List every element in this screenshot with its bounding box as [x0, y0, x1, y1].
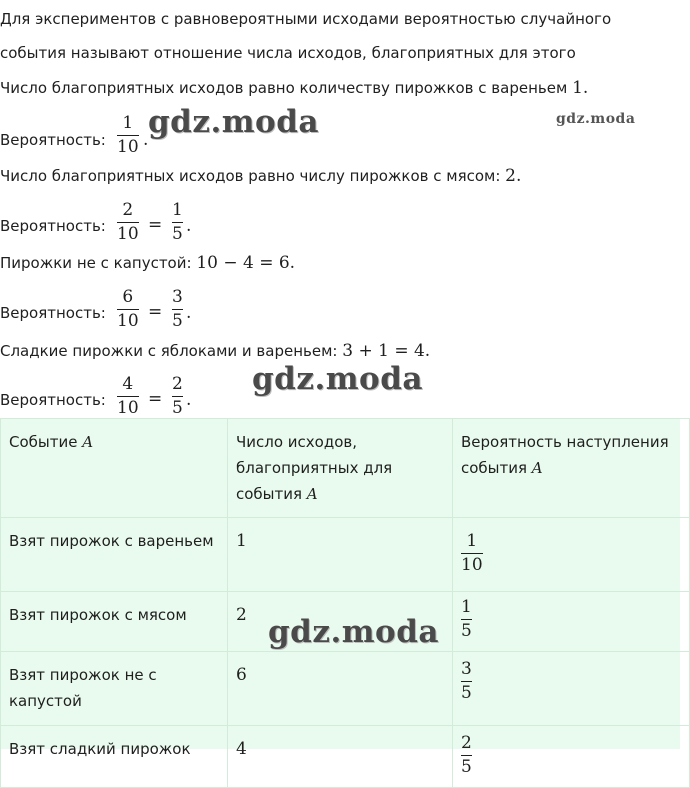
- fraction-numerator: 2: [122, 200, 134, 220]
- fraction-denominator: 5: [172, 398, 183, 418]
- cabbage-text: [0, 253, 295, 273]
- row-probability: [453, 592, 690, 652]
- fraction-denominator: 10: [117, 137, 139, 157]
- row-event: Взят пирожок с вареньем: [1, 518, 228, 592]
- watermark-logo: gdz.moda: [268, 614, 439, 650]
- fraction-bar: [461, 755, 472, 756]
- equals-sign: =: [148, 215, 163, 235]
- fraction-numerator: 1: [122, 113, 134, 133]
- probability-table: [0, 418, 680, 777]
- header-event: [1, 419, 228, 518]
- row-count: [228, 726, 453, 788]
- fraction-denominator: 10: [117, 311, 139, 331]
- row-count-value: 4: [236, 739, 247, 759]
- row-count-value: 2: [236, 605, 247, 625]
- fraction-denominator: 5: [172, 311, 183, 331]
- fraction-denominator: 10: [117, 398, 139, 418]
- row-event: Взят пирожок с мясом: [1, 592, 228, 652]
- fraction-denominator: 5: [172, 224, 183, 244]
- cabbage-label: Пирожки не с капустой:: [0, 254, 197, 272]
- jam-prob-label: Вероятность:: [0, 131, 106, 149]
- header-event-label: Событие: [9, 433, 83, 451]
- fraction-numerator: 1: [466, 531, 478, 551]
- fraction-denominator: 10: [117, 224, 139, 244]
- intro-line-1: Для экспериментов с равновероятными исходами вероятностью случайного: [0, 10, 612, 28]
- fraction-bar: [117, 309, 139, 310]
- fraction-numerator: 3: [461, 659, 472, 679]
- row-probability-fraction: [461, 598, 472, 641]
- jam-outcomes-label: Число благоприятных исходов равно количеству пирожков с вареньем: [0, 79, 573, 97]
- meat-prob-fraction-simplified: [172, 201, 183, 244]
- header-probability-label: Вероятность наступления события: [461, 433, 669, 477]
- cabbage-prob-label: Вероятность:: [0, 304, 106, 322]
- header-probability-var: A: [531, 459, 543, 477]
- fraction-bar: [461, 681, 472, 682]
- table-header-row: [1, 419, 690, 518]
- jam-outcomes-text: [0, 78, 588, 98]
- fraction-bar: [117, 396, 139, 397]
- intro-line-2: события называют отношение числа исходов, благоприятных для этого: [0, 44, 576, 62]
- fraction-denominator: 5: [461, 683, 472, 703]
- meat-prob-label: Вероятность:: [0, 217, 106, 235]
- equals-sign: =: [148, 389, 163, 409]
- fraction-denominator: 10: [461, 555, 483, 575]
- header-probability: [453, 419, 690, 518]
- fraction-numerator: 3: [172, 287, 183, 307]
- sweet-prob-fraction: [117, 375, 139, 418]
- row-count-value: 1: [236, 531, 247, 551]
- row-count-value: 6: [236, 665, 247, 685]
- meat-outcomes-label: Число благоприятных исходов равно числу пирожков с мясом:: [0, 167, 506, 185]
- fraction-numerator: 1: [461, 597, 472, 617]
- fraction-bar: [172, 309, 183, 310]
- sweet-text: [0, 341, 430, 361]
- jam-outcomes-value: 1.: [572, 78, 589, 98]
- jam-prob-period: .: [143, 130, 149, 150]
- row-event: Взят сладкий пирожок: [1, 726, 228, 788]
- jam-prob-fraction: [117, 114, 139, 157]
- watermark-logo: gdz.moda: [252, 361, 423, 397]
- table-row: [1, 652, 690, 726]
- row-event: Взят пирожок не с капустой: [1, 652, 228, 726]
- fraction-numerator: 6: [122, 287, 134, 307]
- meat-prob-period: .: [186, 216, 192, 236]
- meat-prob-fraction: [117, 201, 139, 244]
- fraction-bar: [172, 396, 183, 397]
- sweet-prob-fraction-simplified: [172, 375, 183, 418]
- row-probability-fraction: [461, 734, 472, 777]
- header-count-label: Число исходов, благоприятных для события: [236, 433, 393, 503]
- header-event-var: A: [82, 433, 94, 451]
- row-probability: [453, 518, 690, 592]
- header-count-var: A: [306, 485, 318, 503]
- fraction-numerator: 2: [172, 374, 183, 394]
- fraction-bar: [461, 619, 472, 620]
- row-probability: [453, 652, 690, 726]
- watermark-logo-small: gdz.moda: [556, 111, 636, 127]
- cabbage-expression: 10 − 4 = 6.: [196, 253, 296, 273]
- meat-outcomes-value: 2.: [505, 166, 522, 186]
- fraction-denominator: 5: [461, 621, 472, 641]
- fraction-bar: [117, 135, 139, 136]
- fraction-bar: [172, 222, 183, 223]
- fraction-numerator: 4: [122, 374, 134, 394]
- cabbage-prob-fraction: [117, 288, 139, 331]
- row-probability-fraction: [461, 532, 483, 575]
- sweet-label: Сладкие пирожки с яблоками и вареньем:: [0, 342, 343, 360]
- sweet-prob-period: .: [186, 390, 192, 410]
- fraction-numerator: 2: [461, 733, 472, 753]
- row-count: [228, 518, 453, 592]
- row-probability: [453, 726, 690, 788]
- row-probability-fraction: [461, 660, 472, 703]
- sweet-expression: 3 + 1 = 4.: [342, 341, 431, 361]
- table-row: [1, 518, 690, 592]
- fraction-numerator: 1: [172, 200, 183, 220]
- table-row: [1, 726, 690, 788]
- meat-outcomes-text: [0, 166, 521, 186]
- cabbage-prob-period: .: [186, 303, 192, 323]
- fraction-denominator: 5: [461, 757, 472, 777]
- row-count: [228, 652, 453, 726]
- header-count: [228, 419, 453, 518]
- fraction-bar: [117, 222, 139, 223]
- sweet-prob-label: Вероятность:: [0, 391, 106, 409]
- watermark-logo: gdz.moda: [148, 104, 319, 140]
- fraction-bar: [461, 553, 483, 554]
- equals-sign: =: [148, 302, 163, 322]
- cabbage-prob-fraction-simplified: [172, 288, 183, 331]
